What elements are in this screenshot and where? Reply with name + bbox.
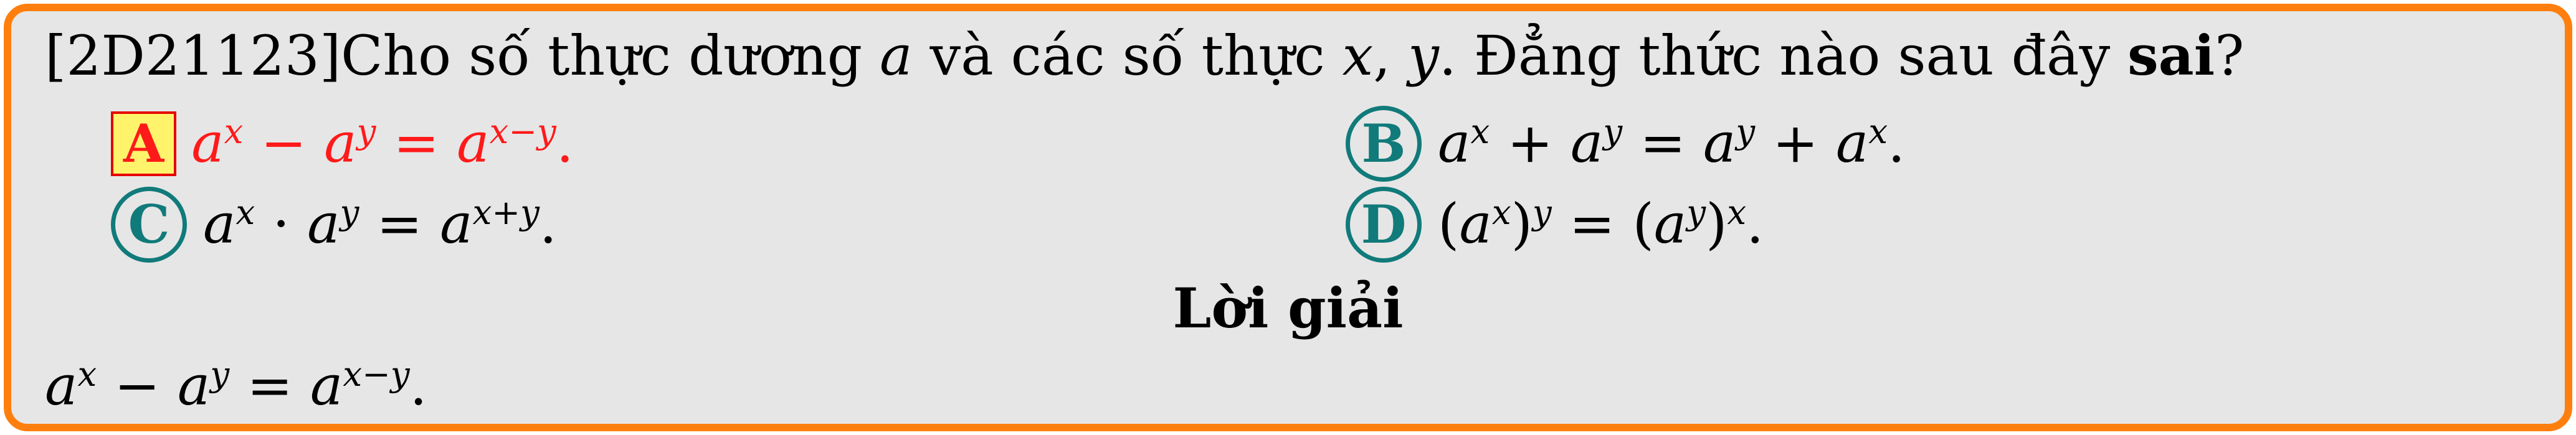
solution-base2: a — [177, 353, 211, 418]
option-b-op: + — [1490, 111, 1571, 175]
option-a-tail: . — [556, 111, 574, 175]
solution-base1: a — [45, 353, 78, 418]
option-d-eq: = — [1551, 192, 1633, 256]
option-d[interactable] — [1346, 190, 1764, 266]
solution-body — [45, 352, 427, 427]
option-c-base3: a — [440, 192, 473, 256]
solution-op: − — [97, 353, 178, 418]
option-b-exp1: x — [1470, 111, 1490, 151]
option-c-eq: = — [359, 192, 440, 256]
option-d-exp2b: x — [1727, 192, 1747, 232]
question-text — [45, 21, 2244, 90]
option-b-base1: a — [1438, 111, 1471, 175]
option-d-exp1: x — [1491, 192, 1511, 232]
solution-exp1: x — [77, 354, 97, 394]
option-b[interactable] — [1346, 109, 1905, 185]
option-b-base4: a — [1835, 111, 1869, 175]
option-c-exp1: x — [235, 192, 255, 232]
solution-base3: a — [310, 353, 343, 418]
option-d-base2: a — [1653, 192, 1687, 256]
option-d-tail: . — [1746, 192, 1764, 256]
var-y: y — [1408, 24, 1439, 88]
question-mid: và các số thực — [912, 24, 1343, 88]
option-b-exp2: y — [1603, 111, 1623, 151]
option-a-eq: = — [376, 111, 457, 175]
option-a-op: − — [243, 111, 325, 175]
option-c-label: C — [111, 187, 187, 263]
option-d-exp1b: y — [1532, 192, 1552, 232]
option-a-base3: a — [457, 111, 490, 175]
option-a-exp1: x — [224, 111, 244, 151]
solution-eq: = — [229, 353, 310, 418]
option-b-tail: . — [1888, 111, 1906, 175]
option-c-exp3: x+y — [472, 192, 539, 232]
option-c-base2: a — [307, 192, 340, 256]
option-a-exp2: y — [356, 111, 376, 151]
option-b-label: B — [1346, 106, 1422, 182]
option-b-base2: a — [1570, 111, 1604, 175]
solution-exp3: x−y — [343, 354, 410, 394]
option-a-base1: a — [191, 111, 224, 175]
option-a-label: A — [111, 111, 176, 176]
option-a[interactable] — [111, 109, 574, 184]
option-b-eq: = — [1622, 111, 1703, 175]
option-d-base1: a — [1459, 192, 1492, 256]
option-b-exp4: x — [1868, 111, 1888, 151]
option-a-base2: a — [324, 111, 357, 175]
option-b-exp3: y — [1736, 111, 1756, 151]
question-id: [2D21123] — [45, 24, 341, 88]
option-a-exp3: x−y — [489, 111, 556, 151]
option-d-rp1: ) — [1511, 192, 1533, 256]
option-c-op: · — [255, 192, 308, 256]
option-c-tail: . — [539, 192, 557, 256]
option-c[interactable] — [111, 190, 557, 266]
var-x: x — [1342, 24, 1374, 88]
option-d-exp2: y — [1686, 192, 1706, 232]
solution-tail: . — [409, 353, 427, 418]
question-end: ? — [2215, 24, 2245, 88]
option-d-label: D — [1346, 187, 1422, 263]
question-prefix: Cho số thực dương — [341, 24, 880, 88]
question-comma: , — [1373, 24, 1409, 88]
option-b-op2: + — [1755, 111, 1836, 175]
option-d-lp1: ( — [1438, 192, 1460, 256]
option-b-base3: a — [1703, 111, 1736, 175]
solution-title: Lời giải — [1172, 276, 1404, 340]
solution-exp2: y — [210, 354, 230, 394]
option-d-lp2: ( — [1632, 192, 1654, 256]
question-suffix: . Đẳng thức nào sau đây — [1438, 24, 2128, 88]
question-bold-word: sai — [2127, 23, 2215, 88]
option-c-base1: a — [203, 192, 236, 256]
option-d-rp2: ) — [1706, 192, 1728, 256]
option-c-exp2: y — [340, 192, 359, 232]
var-a: a — [880, 24, 913, 88]
